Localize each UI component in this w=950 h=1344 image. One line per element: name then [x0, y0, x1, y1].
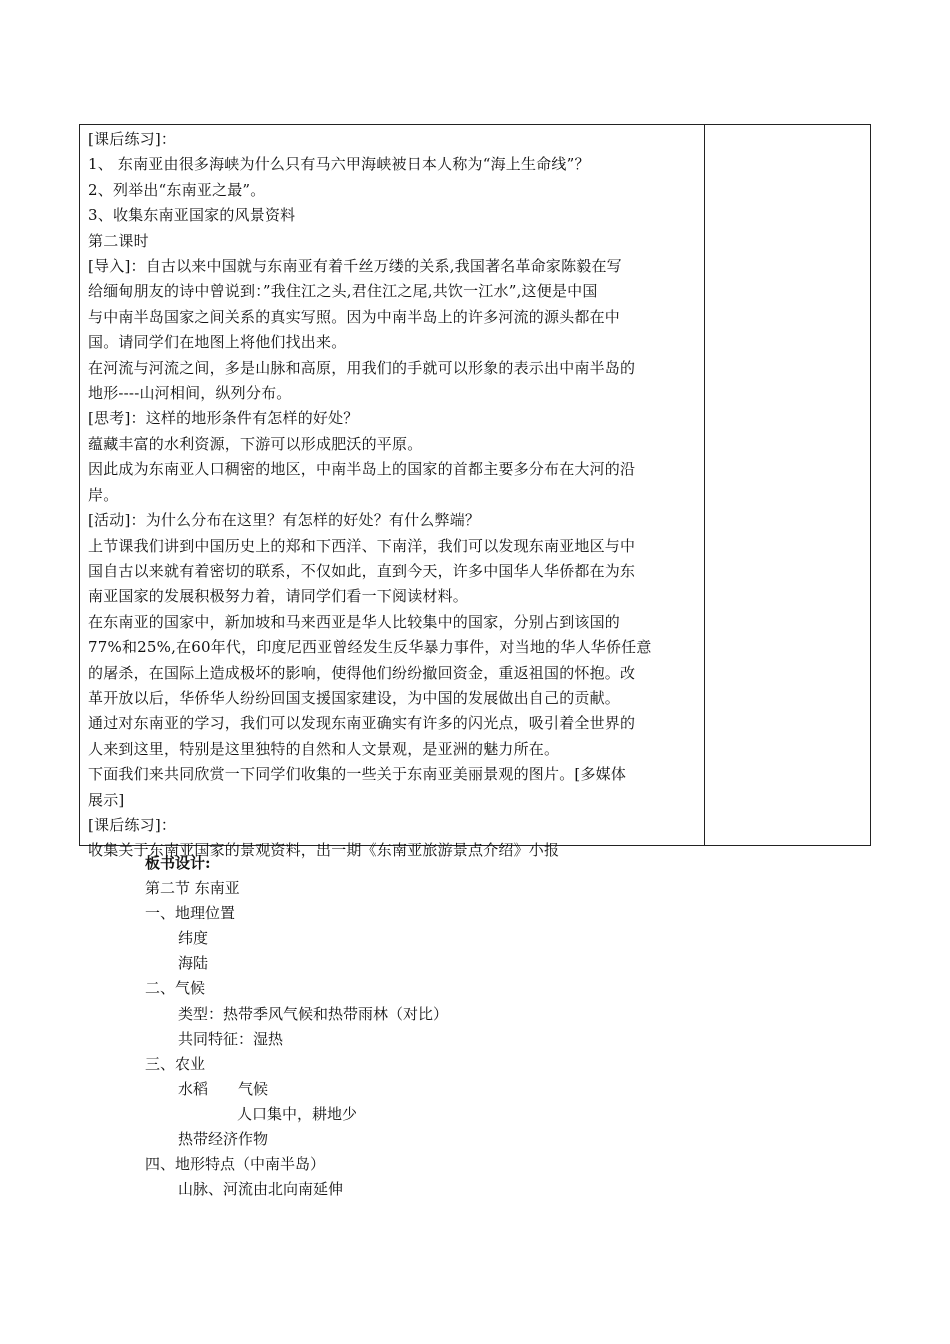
board-item: 四、地形特点（中南半岛）	[145, 1155, 326, 1174]
exercise-item: 2、列举出“东南亚之最”。	[88, 180, 266, 199]
board-subitem	[145, 1077, 448, 1102]
text-line: 在东南亚的国家中，新加坡和马来西亚是华人比较集中的国家，分别占到该国的	[88, 612, 621, 631]
board-subitem: 山脉、河流由北向南延伸	[178, 1180, 344, 1199]
text-line: 岸。	[88, 485, 119, 504]
board-heading: 板书设计:	[145, 854, 211, 872]
text-line: 收集关于东南亚国家的景观资料，出一期《东南亚旅游景点介绍》小报	[88, 841, 560, 860]
text-line: 下面我们来共同欣赏一下同学们收集的一些关于东南亚美丽景观的图片。[多媒体	[88, 765, 627, 784]
text-line: 77%和25%,在60年代，印度尼西亚曾经发生反华暴力事件，对当地的华人华侨任意	[88, 638, 652, 657]
board-climate: 气候	[238, 1079, 269, 1098]
text-line: 人来到这里，特别是这里独特的自然和人文景观，是亚洲的魅力所在。	[88, 739, 560, 758]
board-subitem: 热带经济作物	[178, 1130, 269, 1149]
board-subitem: 类型：热带季风气候和热带雨林（对比）	[178, 1004, 449, 1023]
text-line: [活动]：为什么分布在这里？有怎样的好处？有什么弊端？	[88, 511, 481, 530]
text-line: 地形----山河相间，纵列分布。	[88, 384, 292, 403]
table-column-divider	[704, 124, 705, 846]
text-line: 国自古以来就有着密切的联系，不仅如此，直到今天，许多中国华人华侨都在为东	[88, 561, 636, 580]
exercise-item: 3、收集东南亚国家的风景资料	[88, 206, 296, 225]
board-item: 三、农业	[145, 1054, 206, 1073]
text-line: 通过对东南亚的学习，我们可以发现东南亚确实有许多的闪光点，吸引着全世界的	[88, 714, 636, 733]
text-line: 南亚国家的发展积极努力着，请同学们看一下阅读材料。	[88, 587, 469, 606]
board-subitem: 人口集中，耕地少	[237, 1104, 358, 1123]
exercise-heading: [课后练习]：	[88, 815, 177, 834]
board-subitem: 纬度	[178, 929, 209, 948]
text-line: 国。请同学们在地图上将他们找出来。	[88, 333, 347, 352]
text-line: 革开放以后，华侨华人纷纷回国支援国家建设，为中国的发展做出自己的贡献。	[88, 688, 621, 707]
text-line: 蕴藏丰富的水利资源，下游可以形成肥沃的平原。	[88, 434, 423, 453]
board-item: 一、地理位置	[145, 904, 236, 923]
board-item: 二、气候	[145, 979, 206, 998]
exercise-item: 1、 东南亚由很多海峡为什么只有马六甲海峡被日本人称为“海上生命线”？	[88, 155, 590, 174]
text-line: 展示]	[88, 790, 125, 809]
text-line: 上节课我们讲到中国历史上的郑和下西洋、下南洋，我们可以发现东南亚地区与中	[88, 536, 636, 555]
text-line: [思考]：这样的地形条件有怎样的好处？	[88, 409, 359, 428]
text-line: 给缅甸朋友的诗中曾说到：”我住江之头,君住江之尾,共饮一江水”,这便是中国	[88, 282, 598, 301]
board-section-title: 第二节 东南亚	[145, 879, 240, 898]
text-line: 在河流与河流之间，多是山脉和高原，用我们的手就可以形象的表示出中南半岛的	[88, 358, 636, 377]
exercise-heading: [课后练习]：	[88, 130, 177, 148]
lesson-period-title: 第二课时	[88, 231, 149, 250]
board-subitem: 海陆	[178, 954, 209, 973]
text-line: 的屠杀，在国际上造成极坏的影响，使得他们纷纷撤回资金，重返祖国的怀抱。改	[88, 663, 636, 682]
board-design	[145, 851, 448, 1202]
board-subitem: 共同特征：湿热	[178, 1029, 284, 1048]
text-line: 与中南半岛国家之间关系的真实写照。因为中南半岛上的许多河流的源头都在中	[88, 307, 621, 326]
lesson-content-cell	[88, 127, 698, 864]
board-rice: 水稻	[178, 1079, 209, 1098]
text-line: 因此成为东南亚人口稠密的地区，中南半岛上的国家的首都主要多分布在大河的沿	[88, 460, 636, 479]
text-line: [导入]：自古以来中国就与东南亚有着千丝万缕的关系,我国著名革命家陈毅在写	[88, 257, 622, 276]
